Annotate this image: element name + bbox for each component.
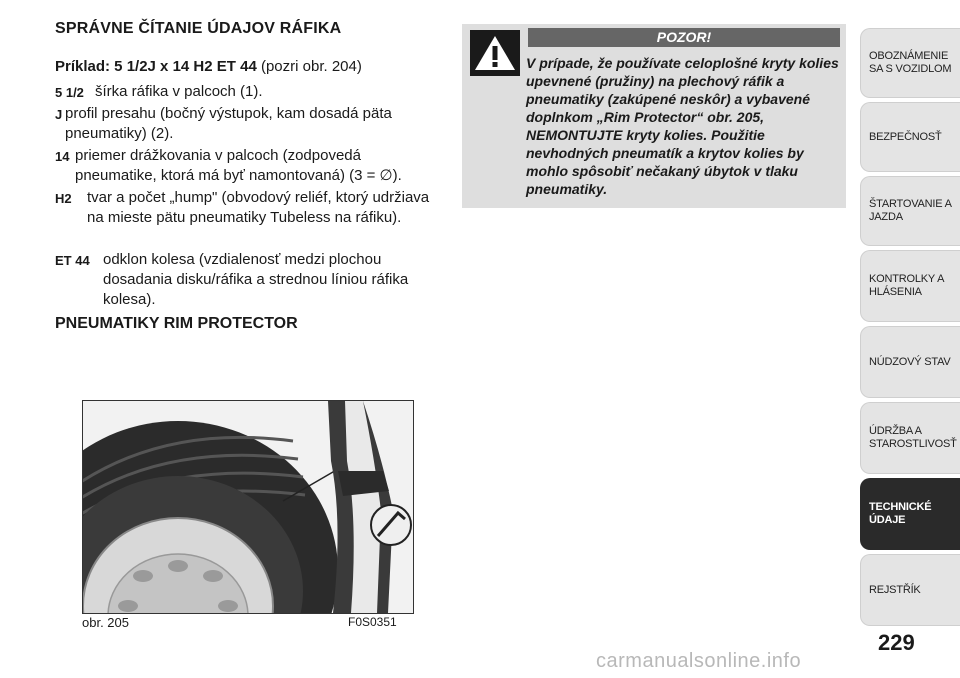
tab-label: ŠTARTOVANIE A JAZDA <box>869 198 952 223</box>
warning-text-body: V prípade, že používate celoplošné kryty kolies upevnené (pružiny) na plechový ráfik a pneumatiky (zakúpené neskôr) a vybavené doplnkom „Rim Protector“ obr. 205, NEMONTUJTE kryty kolies. Použitie nevhodných pneumatík a krytov kolies by mohlo spôsobiť nečakaný úbytok v tlaku pneumatiky. <box>526 55 839 197</box>
tab-label: OBOZNÁMENIE SA S VOZIDLOM <box>869 50 952 75</box>
page-number: 229 <box>878 630 915 655</box>
tab-technicke-udaje[interactable] <box>860 478 960 550</box>
figure-caption: obr. 205 <box>82 615 129 630</box>
example-rest: (pozri obr. 204) <box>256 58 362 75</box>
figure-code: F0S0351 <box>348 615 397 629</box>
tab-label: NÚDZOVÝ STAV <box>869 355 951 368</box>
tab-label: KONTROLKY A HLÁSENIA <box>869 273 944 298</box>
definition-text: odklon kolesa (vzdialenosť medzi plochou dosadania disku/ráfika a strednou líniou ráfika kolesa). <box>103 251 409 308</box>
watermark: carmanualsonline.info <box>596 650 802 672</box>
tab-startovanie[interactable] <box>860 176 960 246</box>
definition-text: tvar a počet „hump" (obvodový reliéf, ktorý udržiava na mieste pätu pneumatiky Tubeless na ráfiku). <box>87 189 430 226</box>
definition-item <box>55 104 445 144</box>
definition-text: priemer drážkovania v palcoch (zodpovedá pneumatike, ktorá má byť namontovaná) (3 = ∅). <box>75 147 402 184</box>
tab-label: REJSTŘÍK <box>869 583 921 596</box>
warning-text <box>468 54 840 198</box>
definition-text <box>65 104 435 144</box>
definition-term: J <box>55 107 63 122</box>
definition-term: H2 <box>55 191 72 206</box>
definition-text-body: profil presahu (bočný výstupok, kam dosadá päta pneumatiky) (2). <box>65 105 392 142</box>
section-heading-rim-protector: PNEUMATIKY RIM PROTECTOR <box>55 315 298 332</box>
tab-bezpecnost[interactable] <box>860 102 960 172</box>
definition-text: šírka ráfika v palcoch (1). <box>95 83 263 100</box>
definition-item <box>55 188 445 248</box>
tab-kontrolky[interactable] <box>860 250 960 322</box>
section-heading: SPRÁVNE ČÍTANIE ÚDAJOV RÁFIKA <box>55 20 342 37</box>
example-bold: Príklad: 5 1/2J x 14 H2 ET 44 <box>55 58 257 75</box>
tab-nudzovy-stav[interactable] <box>860 326 960 398</box>
definition-item <box>55 82 445 102</box>
definition-term: 5 1/2 <box>55 85 84 100</box>
tab-rejstrik[interactable] <box>860 554 960 626</box>
tire-illustration <box>82 400 414 614</box>
warning-title: POZOR! <box>528 28 840 47</box>
definition-item <box>55 250 445 310</box>
tab-label: TECHNICKÉ ÚDAJE <box>869 501 932 526</box>
tab-oboznamenie[interactable] <box>860 28 960 98</box>
definition-item <box>55 146 445 186</box>
definition-term: ET 44 <box>55 253 90 268</box>
definition-term: 14 <box>55 149 70 164</box>
tab-label: ÚDRŽBA A STAROSTLIVOSŤ <box>869 425 957 450</box>
tab-label: BEZPEČNOSŤ <box>869 130 942 143</box>
tab-udrzba[interactable] <box>860 402 960 474</box>
tire-drawing <box>83 401 413 613</box>
example-line <box>55 58 362 75</box>
